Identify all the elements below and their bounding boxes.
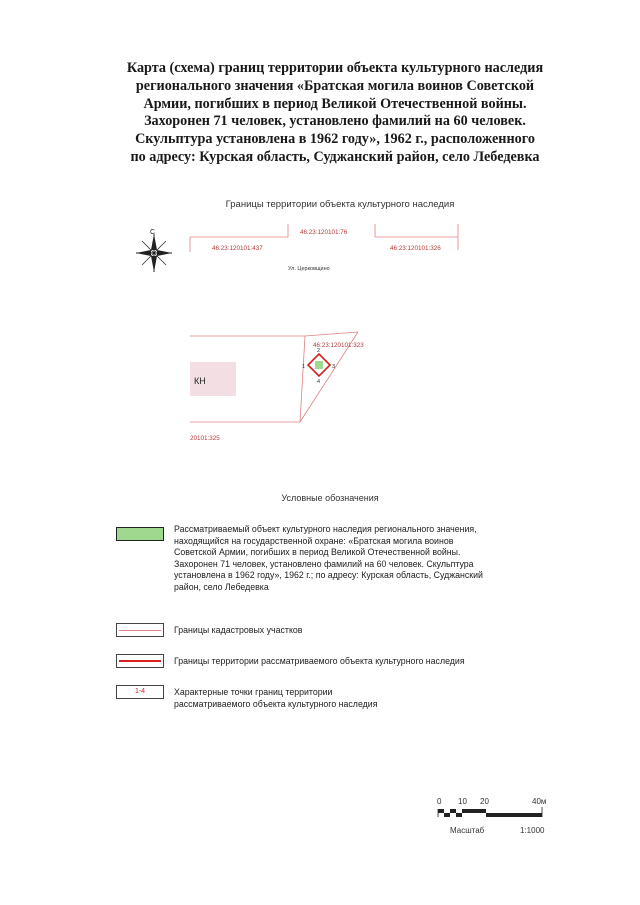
title-line: по адресу: Курская область, Суджанский район, село Лебедевка bbox=[130, 148, 540, 165]
scale-ratio: 1:1000 bbox=[520, 826, 545, 835]
legend-text: Границы территории рассматриваемого объекта культурного наследия bbox=[174, 656, 465, 666]
boundary-swatch bbox=[116, 654, 164, 668]
title-line: Карта (схема) границ территории объекта культурного наследия bbox=[126, 60, 544, 76]
parcel-label: 46:23:120101:437 bbox=[212, 245, 263, 252]
map-heading: Границы территории объекта культурного наследия bbox=[225, 199, 455, 210]
scale-bar bbox=[420, 795, 570, 845]
point-label: 3 bbox=[332, 364, 336, 370]
north-arrow-icon bbox=[136, 234, 172, 272]
title-line: регионального значения «Братская могила воинов Советской bbox=[135, 77, 535, 94]
scale-tick: 10 bbox=[458, 797, 467, 806]
scale-tick: 20 bbox=[480, 797, 489, 806]
map-title bbox=[95, 60, 575, 167]
parcel-label: 46:23:120101:76 bbox=[300, 229, 348, 236]
scale-tick: 40м bbox=[532, 797, 547, 806]
street-label: Ул. Церковщино bbox=[288, 266, 330, 272]
point-label: 4 bbox=[317, 379, 321, 385]
legend-text: Границы кадастровых участков bbox=[174, 625, 303, 635]
object-swatch bbox=[116, 527, 164, 541]
parcel-swatch bbox=[116, 623, 164, 637]
title-line: Армии, погибших в период Великой Отечественной войны. bbox=[143, 95, 527, 112]
parcel-label: 46:23:120101:323 bbox=[313, 342, 364, 349]
point-label: 1 bbox=[302, 364, 306, 370]
scale-tick: 0 bbox=[437, 797, 442, 806]
title-line: Скульптура установлена в 1962 году», 1962 г., расположенного bbox=[135, 131, 535, 148]
legend-text: Характерные точки границ территории рассматриваемого объекта культурного наследия bbox=[174, 687, 378, 709]
scale-label: Масштаб bbox=[450, 826, 485, 835]
zone-label: КН bbox=[194, 376, 206, 386]
parcel-label: 46:23:120101:326 bbox=[390, 245, 441, 252]
points-swatch: 1-4 bbox=[116, 685, 164, 699]
north-label: С bbox=[150, 229, 156, 236]
title-line: Захоронен 71 человек, установлено фамилий на 60 человек. bbox=[144, 113, 526, 130]
legend-text: Рассматриваемый объект культурного наследия регионального значения, находящийся на государственной охране: «Братская могила воинов Советской Армии, погибших в период Великой Отечественной войны. Захоронен 71 человек, установлено фамилий на 60 человек. Скульптура установлена в 1962 году», 1962 г.; по адресу: Курская область, Суджанский район, село Лебедевка bbox=[174, 524, 483, 592]
legend-heading: Условные обозначения bbox=[281, 493, 379, 503]
parcel-label: 20101:325 bbox=[190, 435, 220, 442]
point-label: 2 bbox=[317, 348, 321, 354]
boundary-map bbox=[120, 212, 520, 492]
object-area bbox=[315, 361, 323, 369]
